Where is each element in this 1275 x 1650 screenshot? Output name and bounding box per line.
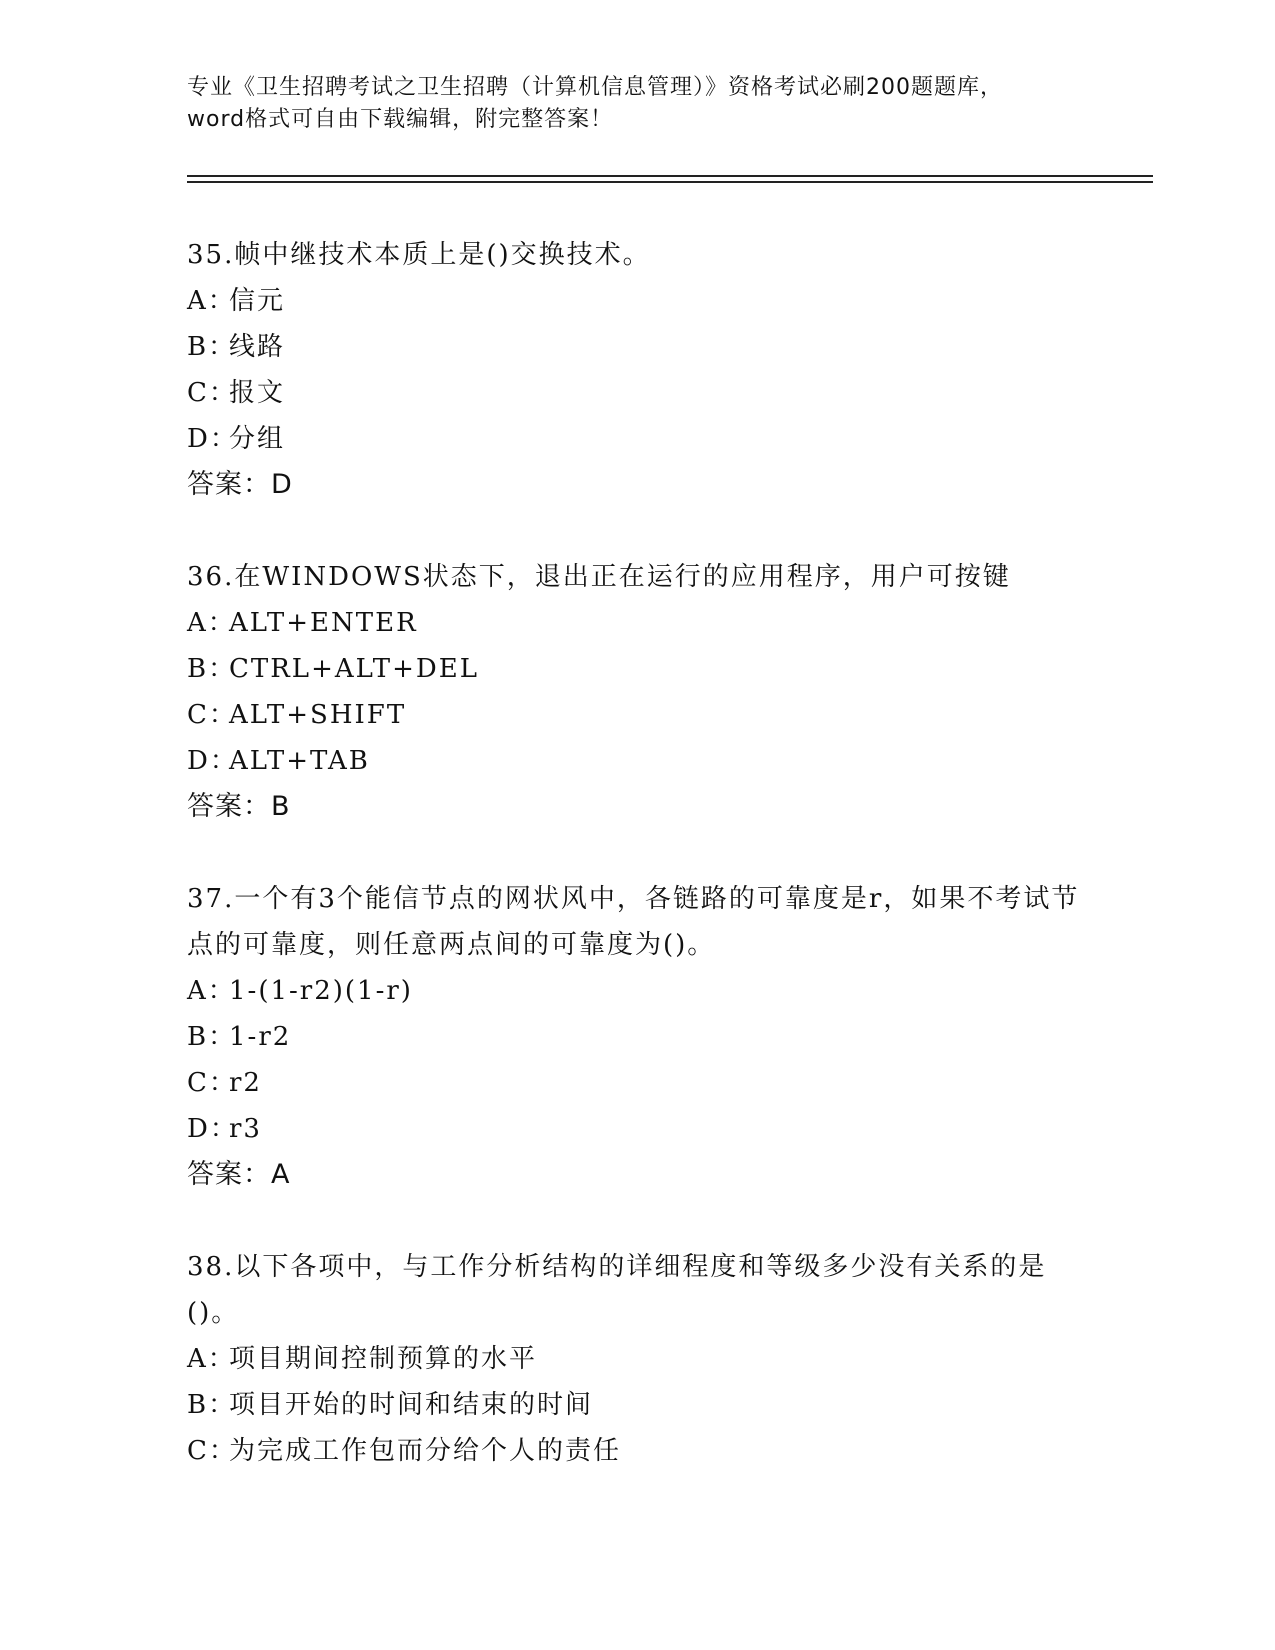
option-key: B： xyxy=(187,332,237,362)
answer-label: 答案：B xyxy=(187,791,291,822)
answer-label: 答案：D xyxy=(187,469,293,500)
question-text: 38.以下各项中，与工作分析结构的详细程度和等级多少没有关系的是()。 xyxy=(187,1252,1047,1328)
option-text: 1-(1-r2)(1-r) xyxy=(229,976,413,1006)
question-35 xyxy=(187,232,1087,508)
document-header xyxy=(187,72,1087,136)
option-text: r3 xyxy=(229,1114,262,1144)
option-text: 报文 xyxy=(229,378,286,408)
option-b xyxy=(187,646,1087,692)
question-list xyxy=(187,232,1087,1520)
option-key: B： xyxy=(187,1022,237,1052)
option-key: C： xyxy=(187,378,237,408)
option-a xyxy=(187,600,1087,646)
option-c xyxy=(187,1060,1087,1106)
option-text: ALT+SHIFT xyxy=(229,700,407,730)
option-text: 项目期间控制预算的水平 xyxy=(229,1344,538,1374)
question-text: 37.一个有3个能信节点的网状风中，各链路的可靠度是r，如果不考试节点的可靠度，则任意两点间的可靠度为()。 xyxy=(187,884,1080,960)
option-text: 信元 xyxy=(229,286,286,316)
option-d xyxy=(187,1106,1087,1152)
option-key: C： xyxy=(187,700,237,730)
option-c xyxy=(187,370,1087,416)
option-d xyxy=(187,416,1087,462)
option-c xyxy=(187,692,1087,738)
question-36 xyxy=(187,554,1087,830)
header-title-line-2: word格式可自由下载编辑，附完整答案！ xyxy=(187,107,614,132)
option-b xyxy=(187,324,1087,370)
option-key: A： xyxy=(187,976,236,1006)
option-a xyxy=(187,278,1087,324)
option-key: C： xyxy=(187,1068,237,1098)
option-text: ALT+ENTER xyxy=(229,608,418,638)
option-a xyxy=(187,968,1087,1014)
option-b xyxy=(187,1382,1087,1428)
option-key: A： xyxy=(187,1344,236,1374)
option-key: A： xyxy=(187,286,236,316)
option-b xyxy=(187,1014,1087,1060)
header-divider-top xyxy=(187,175,1153,177)
option-text: r2 xyxy=(229,1068,262,1098)
header-title-line-1: 专业《卫生招聘考试之卫生招聘（计算机信息管理）》资格考试必刷200题题库， xyxy=(187,75,1003,100)
option-key: C： xyxy=(187,1436,237,1466)
option-text: 分组 xyxy=(229,424,286,454)
question-text: 36.在WINDOWS状态下，退出正在运行的应用程序，用户可按键 xyxy=(187,562,1011,592)
option-a xyxy=(187,1336,1087,1382)
question-text: 35.帧中继技术本质上是()交换技术。 xyxy=(187,240,651,270)
option-key: B： xyxy=(187,1390,237,1420)
option-key: A： xyxy=(187,608,236,638)
option-text: 1-r2 xyxy=(229,1022,292,1052)
option-c xyxy=(187,1428,1087,1474)
option-text: CTRL+ALT+DEL xyxy=(229,654,480,684)
option-text: ALT+TAB xyxy=(229,746,370,776)
option-key: D： xyxy=(187,1114,238,1144)
answer-label: 答案：A xyxy=(187,1159,291,1190)
option-text: 项目开始的时间和结束的时间 xyxy=(229,1390,594,1420)
header-divider-bottom xyxy=(187,181,1153,183)
option-text: 线路 xyxy=(229,332,286,362)
question-37 xyxy=(187,876,1087,1198)
option-key: B： xyxy=(187,654,237,684)
option-key: D： xyxy=(187,746,238,776)
option-text: 为完成工作包而分给个人的责任 xyxy=(229,1436,622,1466)
question-38 xyxy=(187,1244,1087,1474)
option-d xyxy=(187,738,1087,784)
option-key: D： xyxy=(187,424,238,454)
